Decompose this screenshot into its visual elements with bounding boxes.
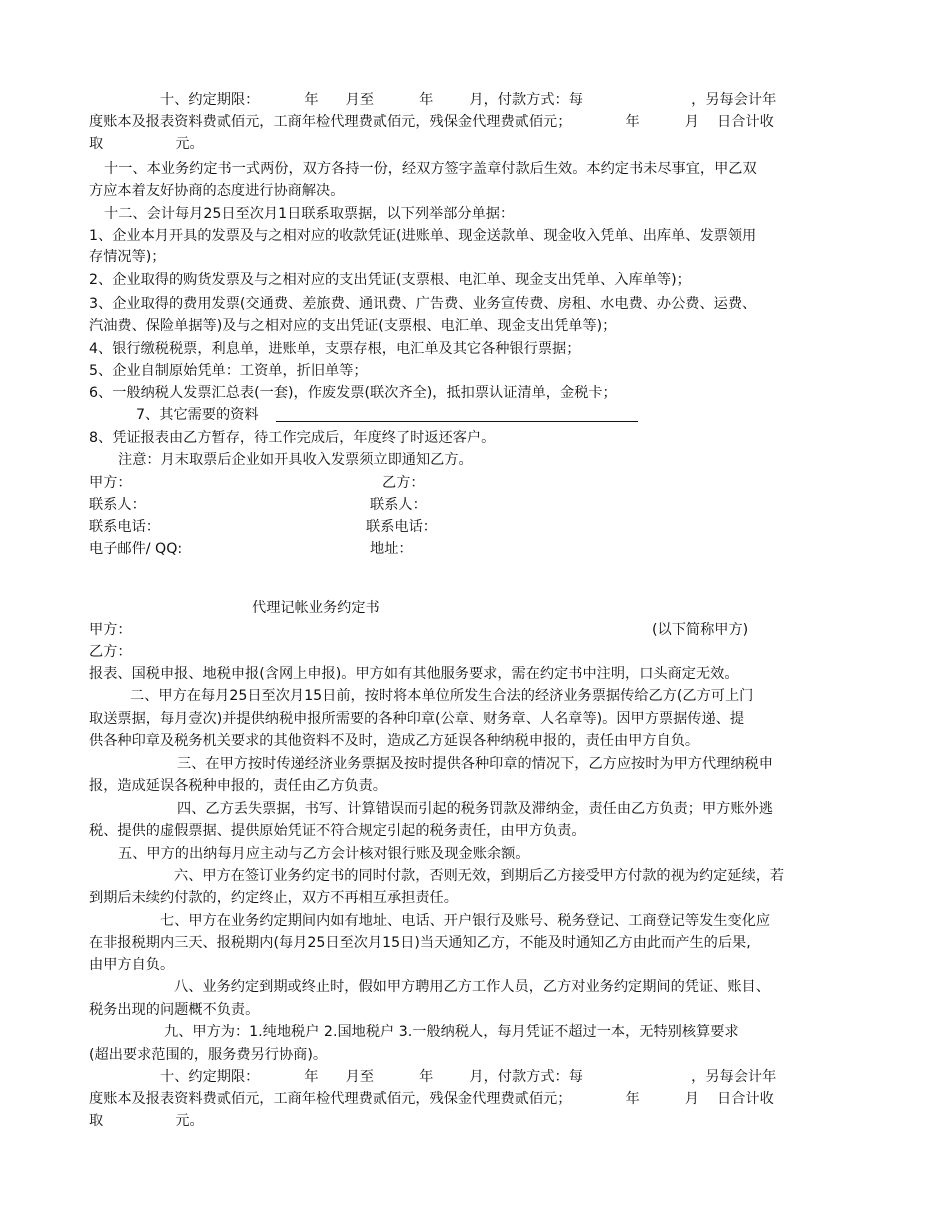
text-line: 八、业务约定到期或终止时，假如甲方聘用乙方工作人员，乙方对业务约定期间的凭证、账目、 [174,979,770,995]
text-line: 联系人： [89,497,146,513]
text-line: 3、企业取得的费用发票(交通费、差旅费、通讯费、广告费、业务宣传费、房租、水电费、办公费、运费、 [89,296,757,312]
text-line: 联系电话： [89,519,160,535]
text-line: 4、银行缴税税票，利息单，进账单，支票存根，电汇单及其它各种银行票据； [89,341,581,357]
text-line: 取 元。 [89,136,204,152]
text-line: 十、约定期限： 年 月至 年 月，付款方式：每 ，另每会计年 [160,1069,777,1085]
text-line: 五、甲方的出纳每月应主动与乙方会计核对银行账及现金账余额。 [118,846,530,862]
text-line: 到期后未续约付款的，约定终止，双方不再相互承担责任。 [89,890,458,906]
text-line: 税务出现的问题概不负责。 [89,1002,260,1018]
text-line: 方应本着友好协商的态度进行协商解决。 [89,183,345,199]
text-line: 二、甲方在每月25日至次月15日前，按时将本单位所发生合法的经济业务票据传给乙方(乙方可上门 [130,688,754,704]
text-line: 六、甲方在签订业务约定书的同时付款，否则无效，到期后乙方接受甲方付款的视为约定延续，若 [174,868,785,884]
text-line: 8、凭证报表由乙方暂存，待工作完成后，年度终了时返还客户。 [89,430,496,446]
text-line: 十一、本业务约定书一式两份，双方各持一份，经双方签字盖章付款后生效。本约定书未尽事宜，甲乙双 [104,161,757,177]
text-line: 供各种印章及税务机关要求的其他资料不及时，造成乙方延误各种纳税申报的，责任由甲方自负。 [89,733,700,749]
text-line: 存情况等)； [89,249,166,265]
text-line: (以下简称甲方) [652,622,749,638]
text-line: 十、约定期限： 年 月至 年 月，付款方式：每 ，另每会计年 [160,92,777,108]
text-line: 5、企业自制原始凭单：工资单，折旧单等； [89,363,368,379]
text-line: 报，造成延误各税种申报的，责任由乙方负责。 [89,778,387,794]
text-line: 七、甲方在业务约定期间内如有地址、电话、开户银行及账号、税务登记、工商登记等发生变化应 [160,913,771,929]
text-line: 甲方： [89,475,132,491]
text-line: 乙方： [382,475,425,491]
text-line: 由甲方自负。 [89,957,175,973]
text-line: 7、其它需要的资料 [136,407,259,423]
text-line: 联系电话： [366,519,437,535]
text-line: 税、提供的虚假票据、提供原始凭证不符合规定引起的税务责任，由甲方负责。 [89,823,586,839]
text-line: 九、甲方为：1.纯地税户 2.国地税户 3.一般纳税人，每月凭证不超过一本，无特别核算要求 [164,1024,739,1040]
text-line: 度账本及报表资料费贰佰元，工商年检代理费贰佰元，残保金代理费贰佰元； 年 月 日合计收 [89,1091,774,1107]
text-line: 三、在甲方按时传递经济业务票据及按时提供各种印章的情况下，乙方应按时为甲方代理纳税申 [177,756,773,772]
text-line: 1、企业本月开具的发票及与之相对应的收款凭证(进账单、现金送款单、现金收入凭单、出库单、发票领用 [89,228,757,244]
text-line: 度账本及报表资料费贰佰元，工商年检代理费贰佰元，残保金代理费贰佰元； 年 月 日合计收 [89,114,774,130]
text-line: (超出要求范围的，服务费另行协商)。 [89,1047,328,1063]
text-line: 取送票据，每月壹次)并提供纳税申报所需要的各种印章(公章、财务章、人名章等)。因甲方票据传递、提 [89,711,745,727]
text-line: 2、企业取得的购货发票及与之相对应的支出凭证(支票根、电汇单、现金支出凭单、入库单等)； [89,272,691,288]
text-line: 注意：月末取票后企业如开具收入发票须立即通知乙方。 [118,452,473,468]
text-line: 十二、会计每月25日至次月1日联系取票据，以下列举部分单据： [104,206,515,222]
text-line: 四、乙方丢失票据，书写、计算错误而引起的税务罚款及滞纳金，责任由乙方负责；甲方账外逃 [177,801,773,817]
text-line: 乙方： [89,644,132,660]
text-line: 6、一般纳税人发票汇总表(一套)，作废发票(联次齐全)，抵扣票认证清单，金税卡； [89,385,617,401]
text-line: 取 元。 [89,1113,204,1129]
text-line: 电子邮件/ QQ: [89,541,183,557]
text-line: 联系人： [370,497,427,513]
fill-in-underline [276,421,638,422]
text-line: 汽油费、保险单据等)及与之相对应的支出凭证(支票根、电汇单、现金支出凭单等)； [89,318,617,334]
text-line: 在非报税期内三天、报税期内(每月25日至次月15日)当天通知乙方，不能及时通知乙方由此而产生的后果, [89,935,751,951]
text-line: 代理记帐业务约定书 [252,600,380,616]
text-line: 报表、国税申报、地税申报(含网上申报)。甲方如有其他服务要求，需在约定书中注明，口头商定无效。 [89,666,739,682]
text-line: 甲方： [89,622,132,638]
text-line: 地址： [370,541,413,557]
